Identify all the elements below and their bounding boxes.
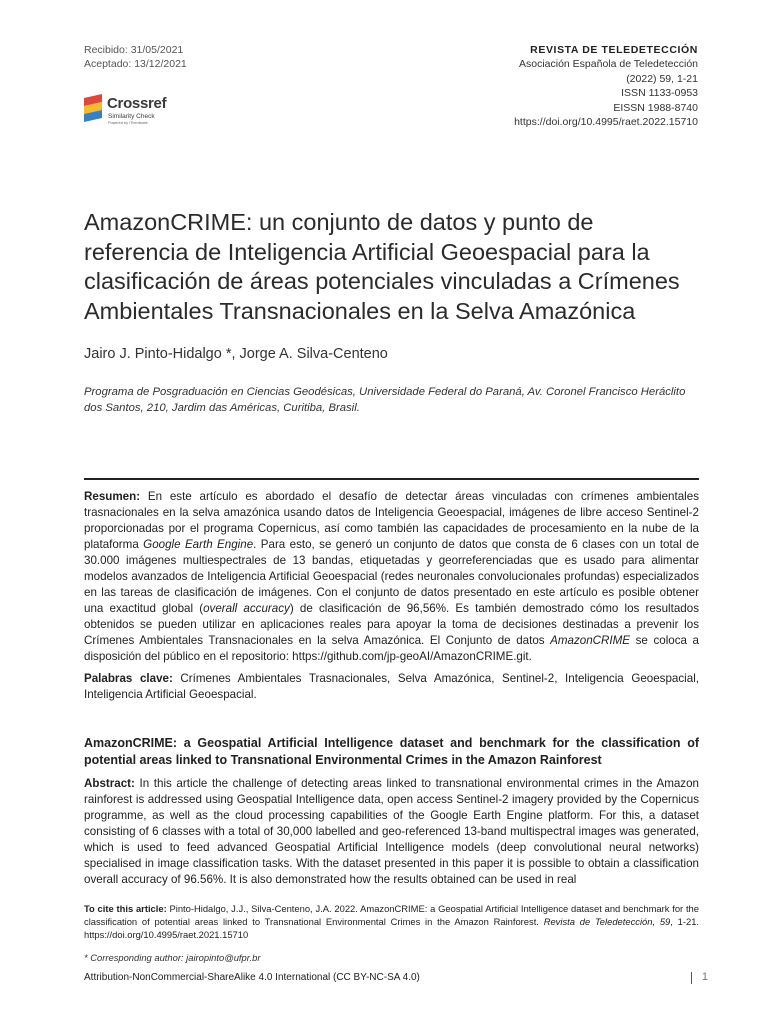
abstract-text: In this article the challenge of detecting areas linked to transnational environmental crimes in the Amazon rainforest is addressed using Geospatial Intelligence data, open access Sentinel-2 imagery provided by the Copernicus programme, as well as the cloud processing capabilities of the Google Earth Engine platform. For this, a dataset consisting of 6 classes with a total of 30,000 labelled and geo-referenced 13-band multispectral images was generated, which is used to feed advanced Geospatial Artificial Intelligence models (deep convolutional neural networks) specialised in image classification tasks. With the dataset presented in this paper it is possible to obtain a classification overall accuracy of 96.56%. It is also demonstrated how the results obtained can be used in real [84,777,699,886]
resumen-em-overall-accuracy: overall accuracy [203,602,290,615]
article-title: AmazonCRIME: un conjunto de datos y punto de referencia de Inteligencia Artificial Geoespacial para la clasificación de áreas potenciales vinculadas a Crímenes Ambientales Transnacionales en la Selva Amazónica [84,209,680,324]
corresponding-author: * Corresponding author: jairopinto@ufpr.br [84,952,261,963]
keywords-text: Crímenes Ambientales Trasnacionales, Selva Amazónica, Sentinel-2, Inteligencia Geoespacial, Inteligencia Artificial Geoespacial. [84,672,699,701]
resumen-text-1: En este artículo es abordado el desafío de detectar áreas vinculadas con crímenes ambientales trasnacionales en la selva amazónica usando datos de Inteligencia Geoespacial, imágenes de libre acceso Sentinel-2 proporcionadas por el programa Copernicus, así como también las capacidades de procesamiento en la nube de la plataforma [84,490,699,551]
page-number: 1 [701,971,708,983]
citation-block [84,902,699,941]
resumen-label: Resumen: [84,490,141,503]
page-number-separator [691,972,693,984]
crossref-logo[interactable] [84,93,194,129]
journal-issn: ISSN 1133-0953 [621,87,698,100]
journal-name: REVISTA DE TELEDETECCIÓN [530,44,698,56]
author-affiliation: Programa de Posgraduación en Ciencias Geodésicas, Universidade Federal do Paraná, Av. Coronel Francisco Heráclito dos Santos, 210, Jardim das Américas, Curitiba, Brasil. [84,386,686,414]
received-date: Recibido: 31/05/2021 [84,44,184,56]
submission-dates [84,43,187,71]
resumen-text-2: . Para esto, se generó un conjunto de datos que consta de 6 clases con un total de 30.000 imágenes multiespectrales de 13 bandas, etiquetadas y georreferenciadas que es usado para alimentar modelos avanzados de Inteligencia Artificial Geoespacial (redes neuronales convolucionales profundas) especializados en las tareas de clasificación de imágenes. Con el conjunto de datos presentado en este artículo es posible obtener una exactitud global ( [84,538,700,615]
crossref-similarity-check: Similarity Check [108,113,155,120]
resumen-text-4: se coloca a disposición del público en el repositorio: https://github.com/jp-geoAI/AmazonCRIME.git. [84,634,700,663]
resumen-em-gee: Google Earth Engine [143,538,254,551]
citation-label: To cite this article: [84,903,167,914]
journal-association: Asociación Española de Teledetección [518,58,698,71]
accepted-date: Aceptado: 13/12/2021 [84,58,187,70]
section-divider [84,478,699,480]
journal-eissn: EISSN 1988-8740 [613,101,698,114]
citation-text-1: Pinto-Hidalgo, J.J., Silva-Centeno, J.A. 2022. AmazonCRIME: a Geospatial Artificial Intelligence dataset and benchmark for the classification of potential areas linked to Transnational Environmental Crimes in the Amazon Rainforest. [84,903,699,927]
resumen-em-amazoncrime: AmazonCRIME [550,634,631,647]
license-text: Attribution-NonCommercial-ShareAlike 4.0 International (CC BY-NC-SA 4.0) [84,972,420,983]
crossref-wordmark: Crossref [107,95,167,112]
citation-journal: Revista de Teledetección, 59 [543,916,671,927]
citation-text-2: , 1-21. https://doi.org/10.4995/raet.2021.15710 [84,916,700,940]
keywords-label: Palabras clave: [84,672,173,685]
journal-doi-link[interactable]: https://doi.org/10.4995/raet.2022.15710 [514,116,698,129]
journal-volume: (2022) 59, 1-21 [626,72,698,85]
crossref-logo-icon [84,94,106,124]
abstract-paragraph [84,776,699,888]
english-title: AmazonCRIME: a Geospatial Artificial Intelligence dataset and benchmark for the classification of potential areas linked to Transnational Environmental Crimes in the Amazon Rainforest [84,736,699,767]
abstract-label: Abstract: [84,777,135,790]
resumen-paragraph [84,489,699,665]
crossref-powered-by: Powered by iThenticate [108,121,148,125]
journal-info [514,43,698,129]
article-authors: Jairo J. Pinto-Hidalgo *, Jorge A. Silva-Centeno [84,346,388,362]
keywords-paragraph [84,671,699,703]
resumen-text-3: ) de clasificación de 96,56%. Es también demostrado cómo los resultados obtenidos se pueden utilizar en aplicaciones reales para apoyar la toma de decisiones destinadas a prevenir los Crímenes Ambientales Transnacionales en la selva Amazónica. El Conjunto de datos [84,602,699,647]
